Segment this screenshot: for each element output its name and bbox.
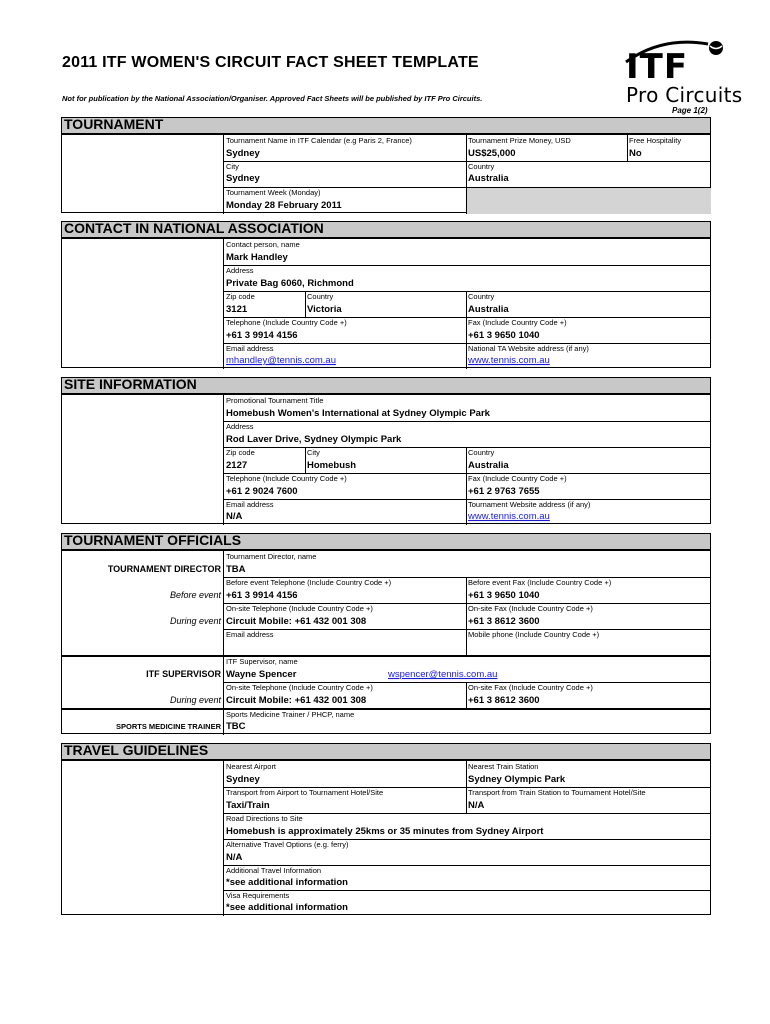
before-event-side-label: Before event <box>169 590 221 600</box>
fax-label: Fax (Include Country Code +) <box>468 474 567 483</box>
alt-travel-value: N/A <box>226 852 243 863</box>
travel-heading-bar <box>62 744 710 761</box>
onsite-tel-label: On-site Telephone (Include Country Code +) <box>226 604 373 613</box>
city-label: City <box>307 448 320 457</box>
travel-section <box>61 743 711 915</box>
alt-travel-label: Alternative Travel Options (e.g. ferry) <box>226 840 349 849</box>
tournament-name-value: Sydney <box>226 148 260 159</box>
tournament-heading-bar <box>62 118 710 135</box>
country-label: Country <box>468 448 495 457</box>
logo-pro-circuits-text: Pro Circuits <box>626 83 743 107</box>
telephone-value: +61 3 9914 4156 <box>226 330 298 341</box>
zip-value: 2127 <box>226 460 248 471</box>
supervisor-tel-label: On-site Telephone (Include Country Code +) <box>226 683 373 692</box>
website-link[interactable]: www.tennis.com.au <box>468 511 550 522</box>
address-value: Rod Laver Drive, Sydney Olympic Park <box>226 434 402 445</box>
tournament-director-side-label: TOURNAMENT DIRECTOR <box>107 564 221 574</box>
hospitality-label: Free Hospitality <box>629 136 682 145</box>
zip-label: Zip code <box>226 448 255 457</box>
left-column <box>62 395 224 525</box>
zip-label: Zip code <box>226 292 255 301</box>
page-subtitle: Not for publication by the National Association/Organiser. Approved Fact Sheets will be published by ITF Pro Circuits. <box>62 94 483 103</box>
fax-value: +61 2 9763 7655 <box>468 486 540 497</box>
prize-money-value: US$25,000 <box>468 148 516 159</box>
tournament-name-label: Tournament Name in ITF Calendar (e.g Paris 2, France) <box>226 136 412 145</box>
section-heading: TRAVEL GUIDELINES <box>64 742 209 758</box>
trainer-value: TBC <box>226 721 246 732</box>
email-label: Email address <box>226 500 274 509</box>
train-station-label: Nearest Train Station <box>468 762 539 771</box>
supervisor-tel-value: Circuit Mobile: +61 432 001 308 <box>226 695 367 706</box>
itf-supervisor-side-label: ITF SUPERVISOR <box>146 669 221 679</box>
left-column <box>62 135 224 214</box>
road-directions-value: Homebush is approximately 25kms or 35 minutes from Sydney Airport <box>226 826 544 837</box>
section-heading: TOURNAMENT <box>64 116 164 132</box>
site-heading-bar <box>62 378 710 395</box>
site-section <box>61 377 711 524</box>
supervisor-during-event-side-label: During event <box>169 695 221 705</box>
email-label: Email address <box>226 344 274 353</box>
train-transport-label: Transport from Train Station to Tournament Hotel/Site <box>468 788 646 797</box>
address-value: Private Bag 6060, Richmond <box>226 278 354 289</box>
before-event-fax-value: +61 3 9650 1040 <box>468 590 540 601</box>
empty-gray-cell <box>467 188 711 214</box>
supervisor-name-value: Wayne Spencer <box>226 669 297 680</box>
country-value: Australia <box>468 304 509 315</box>
zip-value: 3121 <box>226 304 248 315</box>
country-label: Country <box>468 292 495 301</box>
officials-section <box>61 533 711 734</box>
left-column <box>62 239 224 369</box>
page-title: 2011 ITF WOMEN'S CIRCUIT FACT SHEET TEMPLATE <box>62 54 479 71</box>
address-label: Address <box>226 266 254 275</box>
address-label: Address <box>226 422 254 431</box>
email-link[interactable]: mhandley@tennis.com.au <box>226 355 336 366</box>
website-label: National TA Website address (if any) <box>468 344 589 353</box>
state-label: Country <box>307 292 334 301</box>
contact-person-value: Mark Handley <box>226 252 288 263</box>
contact-person-label: Contact person, name <box>226 240 300 249</box>
train-transport-value: N/A <box>468 800 485 811</box>
sports-medicine-side-label: SPORTS MEDICINE TRAINER <box>115 722 221 731</box>
week-value: Monday 28 February 2011 <box>226 200 342 211</box>
telephone-label: Telephone (Include Country Code +) <box>226 474 347 483</box>
city-label: City <box>226 162 239 171</box>
left-column <box>62 761 224 916</box>
city-value: Sydney <box>226 173 260 184</box>
promo-title-value: Homebush Women's International at Sydney Olympic Park <box>226 408 490 419</box>
airport-label: Nearest Airport <box>226 762 277 771</box>
visa-value: *see additional information <box>226 902 348 913</box>
itf-logo <box>618 34 748 110</box>
fax-value: +61 3 9650 1040 <box>468 330 540 341</box>
director-mobile-label: Mobile phone (Include Country Code +) <box>468 630 600 639</box>
state-value: Victoria <box>307 304 342 315</box>
onsite-tel-value: Circuit Mobile: +61 432 001 308 <box>226 616 367 627</box>
trainer-label: Sports Medicine Trainer / PHCP, name <box>226 710 355 719</box>
fax-label: Fax (Include Country Code +) <box>468 318 567 327</box>
officials-heading-bar <box>62 534 710 551</box>
section-heading: CONTACT IN NATIONAL ASSOCIATION <box>64 220 324 236</box>
supervisor-fax-label: On-site Fax (Include Country Code +) <box>468 683 593 692</box>
section-heading: TOURNAMENT OFFICIALS <box>64 532 242 548</box>
during-event-side-label: During event <box>169 616 221 626</box>
country-label: Country <box>468 162 495 171</box>
country-value: Australia <box>468 460 509 471</box>
logo-itf-text: ITF <box>626 47 689 87</box>
hospitality-value: No <box>629 148 642 159</box>
airport-transport-label: Transport from Airport to Tournament Hotel/Site <box>226 788 384 797</box>
website-label: Tournament Website address (if any) <box>468 500 591 509</box>
before-event-tel-label: Before event Telephone (Include Country Code +) <box>226 578 392 587</box>
telephone-value: +61 2 9024 7600 <box>226 486 298 497</box>
supervisor-email-link[interactable]: wspencer@tennis.com.au <box>388 669 498 680</box>
additional-info-value: *see additional information <box>226 877 348 888</box>
email-value: N/A <box>226 511 243 522</box>
telephone-label: Telephone (Include Country Code +) <box>226 318 347 327</box>
onsite-fax-label: On-site Fax (Include Country Code +) <box>468 604 593 613</box>
onsite-fax-value: +61 3 8612 3600 <box>468 616 540 627</box>
contact-section <box>61 221 711 368</box>
before-event-tel-value: +61 3 9914 4156 <box>226 590 298 601</box>
director-name-label: Tournament Director, name <box>226 552 317 561</box>
visa-label: Visa Requirements <box>226 891 290 900</box>
train-station-value: Sydney Olympic Park <box>468 774 566 785</box>
before-event-fax-label: Before event Fax (Include Country Code +) <box>468 578 612 587</box>
week-label: Tournament Week (Monday) <box>226 188 321 197</box>
tournament-section <box>61 117 711 213</box>
airport-value: Sydney <box>226 774 260 785</box>
supervisor-fax-value: +61 3 8612 3600 <box>468 695 540 706</box>
section-heading: SITE INFORMATION <box>64 376 197 392</box>
additional-info-label: Additional Travel Information <box>226 866 322 875</box>
airport-transport-value: Taxi/Train <box>226 800 270 811</box>
prize-money-label: Tournament Prize Money, USD <box>468 136 571 145</box>
director-email-label: Email address <box>226 630 274 639</box>
contact-heading-bar <box>62 222 710 239</box>
country-value: Australia <box>468 173 509 184</box>
city-value: Homebush <box>307 460 357 471</box>
director-name-value: TBA <box>226 564 246 575</box>
supervisor-name-label: ITF Supervisor, name <box>226 657 298 666</box>
website-link[interactable]: www.tennis.com.au <box>468 355 550 366</box>
page-number: Page 1(2) <box>672 106 708 115</box>
promo-title-label: Promotional Tournament Title <box>226 396 324 405</box>
road-directions-label: Road Directions to Site <box>226 814 303 823</box>
